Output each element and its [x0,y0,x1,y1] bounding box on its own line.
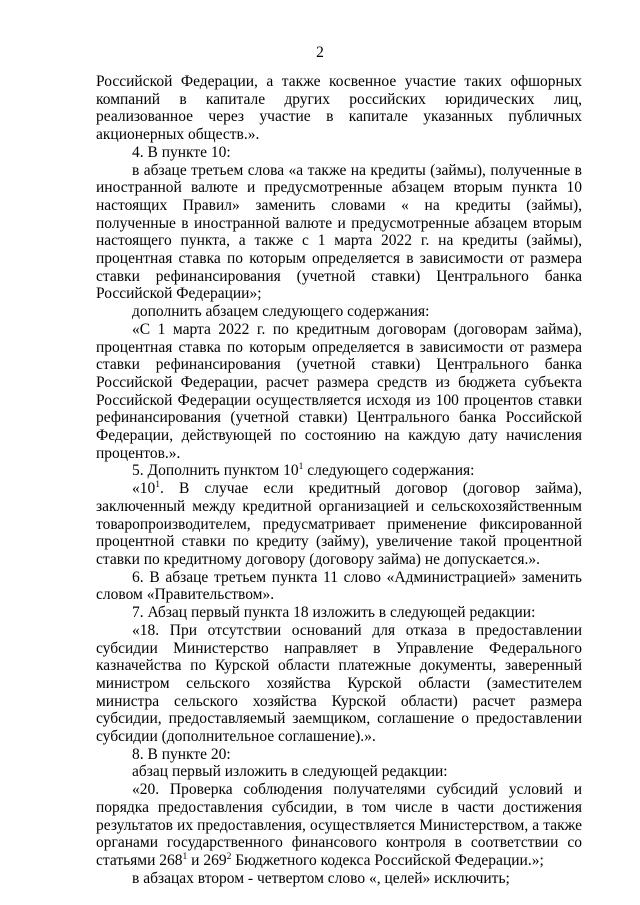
superscript: 1 [155,480,160,491]
paragraph [96,569,582,604]
paragraph [96,746,582,764]
paragraph-text: 5. Дополнить пунктом 10 [132,462,299,480]
page-number: 2 [316,44,324,61]
paragraph-text: «20. Проверка соблюдения получателями субсидий условий и порядка предоставления субсидии, в том числе в части достижения результатов их предоставления, осуществляется Министерством, а также органами государственного финансового контроля в соответствии со статьями 268 [96,781,582,869]
paragraph-text: в абзаце третьем слова «а также на кредиты (займы), полученные в иностранной валюте и предусмотренные абзацем вторым пункта 10 настоящих Правил» заменить словами « на кредиты (займы), полученные в иностранной валюте и предусмотренные абзацем вторым настоящего пункта, а также с 1 марта 2022 г. на кредиты (займы), процентная ставка по которым определяется в зависимости от размера ставки рефинансирования (учетной ставки) Центрального банка Российской Федерации»; [96,161,582,303]
paragraph-text: дополнить абзацем следующего содержания: [132,303,430,321]
superscript: 2 [226,851,232,862]
paragraph-text: . В случае если кредитный договор (договор займа), заключенный между кредитной организацией и сельскохозяйственным товаропроизводителем, предусматривает применение фиксированной процентной ставки по кредиту (займу), увеличение такой процентной ставки по кредитному договору (договору займа) не допускается.». [96,480,582,568]
paragraph-text: 4. В пункте 10: [132,143,231,161]
paragraph [96,321,582,463]
paragraph [96,144,582,162]
paragraph [96,73,582,144]
paragraph-text: 6. В абзаце третьем пункта 11 слово «Администрацией» заменить словом «Правительством». [96,568,582,604]
paragraph [96,480,582,569]
paragraph-text: абзац первый изложить в следующей редакции: [132,763,448,781]
paragraph [96,781,582,870]
paragraph-text: Бюджетного кодекса Российской Федерации.»; [231,851,544,869]
paragraph-text: и 269 [187,851,227,869]
paragraph-text: «10 [132,480,156,498]
paragraph [96,870,582,888]
superscript: 1 [298,462,304,473]
paragraph [96,303,582,321]
paragraph [96,162,582,304]
paragraph-text: в абзацах втором - четвертом слово «, целей» исключить; [132,869,510,887]
paragraph [96,462,582,480]
superscript: 1 [182,851,188,862]
paragraph-text: 7. Абзац первый пункта 18 изложить в следующей редакции: [132,604,536,622]
paragraph-text: следующего содержания: [303,462,475,480]
document-body [96,73,582,887]
paragraph-text: Российской Федерации, а также косвенное участие таких офшорных компаний в капитале других российских юридических лиц, реализованное через участие в капитале указанных публичных акционерных обществ.». [96,73,582,144]
paragraph [96,763,582,781]
paragraph [96,622,582,746]
paragraph-text: «18. При отсутствии оснований для отказа в предоставлении субсидии Министерство направляет в Управление Федерального казначейства по Курской области платежные документы, заверенный министром сельского хозяйства Курской области (заместителем министра сельского хозяйства Курской области) расчет размера субсидии, предоставляемый заемщиком, соглашение о предоставлении субсидии (дополнительное соглашение).». [96,621,582,746]
paragraph-text: «С 1 марта 2022 г. по кредитным договорам (договорам займа), процентная ставка по которым определяется в зависимости от размера ставки рефинансирования (учетной ставки) Центрального банка Российской Федерации, расчет размера средств из бюджета субъекта Российской Федерации осуществляется исходя из 100 процентов ставки рефинансирования (учетной ставки) Центрального банка Российской Федерации, действующей по состоянию на каждую дату начисления процентов.». [96,320,582,462]
paragraph [96,604,582,622]
paragraph-text: 8. В пункте 20: [132,745,231,763]
